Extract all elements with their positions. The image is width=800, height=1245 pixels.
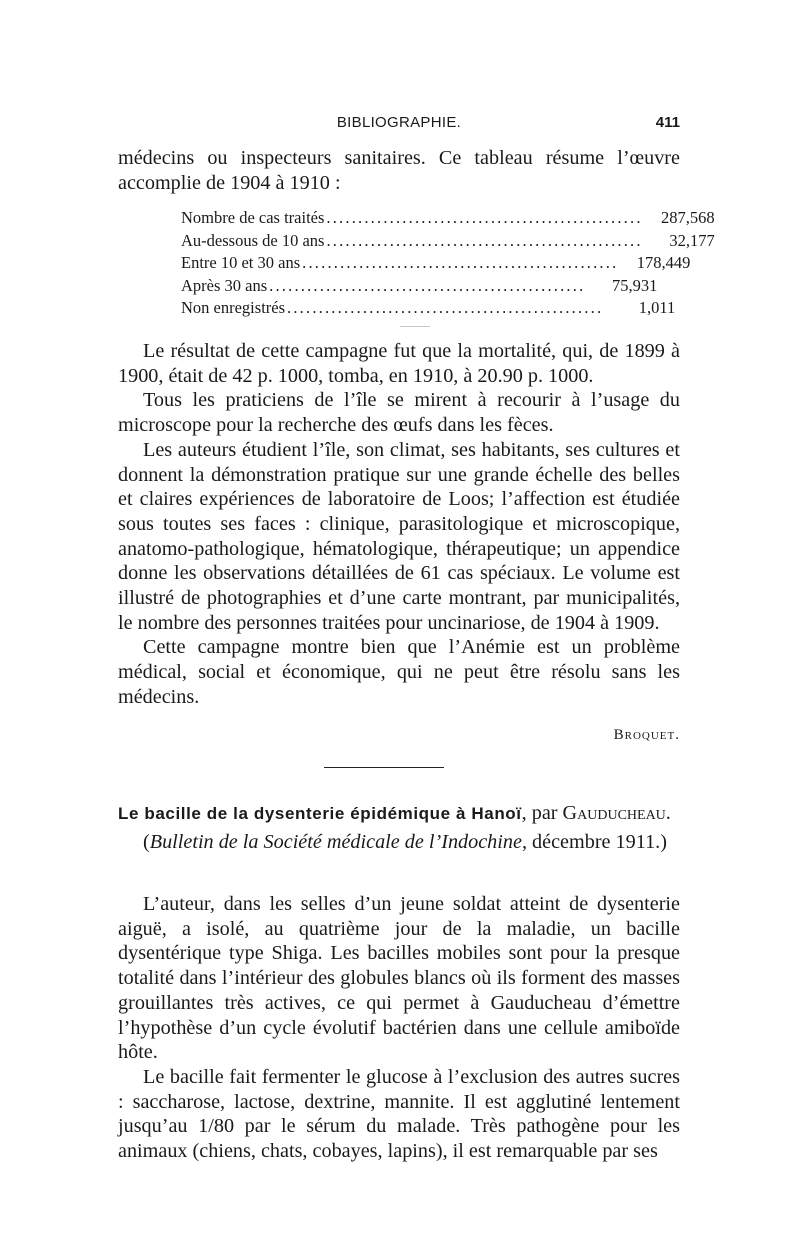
page-number: 411 — [655, 114, 680, 131]
article-body — [118, 892, 680, 1164]
intro-paragraph: médecins ou inspecteurs sanitaires. Ce tableau résume l’œuvre accomplie de 1904 à 1910 : — [118, 147, 680, 194]
row-value: 287,568 — [661, 208, 715, 227]
leader-dots: .................................................. — [326, 208, 643, 227]
reviewer-signature: Broquet. — [613, 727, 680, 743]
article-author: Gauducheau — [562, 802, 666, 824]
leader-dots: .................................................. — [287, 298, 604, 317]
table-row — [181, 252, 691, 275]
citation-text — [118, 799, 680, 857]
citation-date: , décembre 1911.) — [521, 831, 667, 853]
leader-dots: .................................................. — [302, 253, 619, 272]
journal-name: Bulletin de la Société médicale de l’Indochine — [149, 831, 522, 853]
paragraph: Le bacille fait fermenter le glucose à l’exclusion des autres sucres : saccharose, lactose, dextrine, mannite. Il est agglutiné lentement jusqu’au 1/80 par le sérum du malade. Très pathogène pour les animaux (chiens, chats, cobayes, lapins), il est remarquable par ses — [118, 1065, 680, 1163]
row-label: Entre 10 et 30 ans — [181, 253, 301, 272]
section-separator — [324, 767, 444, 768]
row-value: 1,011 — [638, 298, 676, 317]
article-title: Le bacille de la dysenterie épidémique à Hanoï — [118, 804, 522, 823]
table-row — [181, 230, 715, 253]
leader-dots: .................................................. — [326, 230, 643, 250]
row-value: 178,449 — [636, 253, 691, 272]
row-label: Non enregistrés — [181, 298, 286, 317]
paragraph: L’auteur, dans les selles d’un jeune soldat atteint de dysenterie aiguë, a isolé, au quatrième jour de la maladie, un bacille dysentérique type Shiga. Les bacilles mobiles sont pour la presque totalité dans l’intérieur des globules blancs où ils forment des masses grouillantes très actives, ce qui permet à Gauducheau d’émettre l’hypothèse d’un cycle évolutif bactérien dans une cellule amiboïde hôte. — [118, 893, 680, 1064]
table-row — [181, 275, 658, 298]
row-value: 32,177 — [669, 230, 715, 250]
row-label: Après 30 ans — [181, 275, 268, 295]
running-header — [118, 114, 680, 140]
row-label: Nombre de cas traités — [181, 208, 325, 227]
intro-block — [118, 146, 680, 195]
paragraph: Cette campagne montre bien que l’Anémie est un problème médical, social et économique, qui ne peut être résolu sans les médecins. — [118, 636, 680, 708]
statistics-table — [181, 207, 715, 320]
paragraph: Tous les praticiens de l’île se mirent à recourir à l’usage du microscope pour la recherche des œufs dans les fèces. — [118, 389, 680, 437]
table-row — [181, 297, 676, 320]
row-value: 75,931 — [612, 275, 658, 295]
review-body — [118, 339, 680, 710]
citation-by: , par — [521, 802, 563, 824]
faint-divider — [400, 326, 430, 327]
running-title: BIBLIOGRAPHIE. — [336, 114, 462, 131]
table-row — [181, 207, 715, 230]
citation-journal-open: . ( — [143, 802, 671, 853]
row-label: Au-dessous de 10 ans — [181, 230, 325, 250]
paragraph: Les auteurs étudient l’île, son climat, ses habitants, ses cultures et donnent la démonstration pratique sur une grande échelle des belles et claires expériences de laboratoire de Loos; l’affection est étudiée sous toutes ses faces : clinique, parasitologique et microscopique, anatomo-pathologique, hématologique, thérapeutique; un appendice donne les observations détaillées de 61 cas spéciaux. Le volume est illustré de photographies et d’une carte montrant, par municipalités, le nombre des personnes traitées pour uncinariose, de 1904 à 1909. — [118, 438, 680, 634]
paragraph: Le résultat de cette campagne fut que la mortalité, qui, de 1899 à 1900, était de 42 p. 1000, tomba, en 1910, à 20.90 p. 1000. — [118, 340, 680, 387]
article-citation — [118, 799, 680, 857]
leader-dots: .................................................. — [269, 275, 586, 295]
